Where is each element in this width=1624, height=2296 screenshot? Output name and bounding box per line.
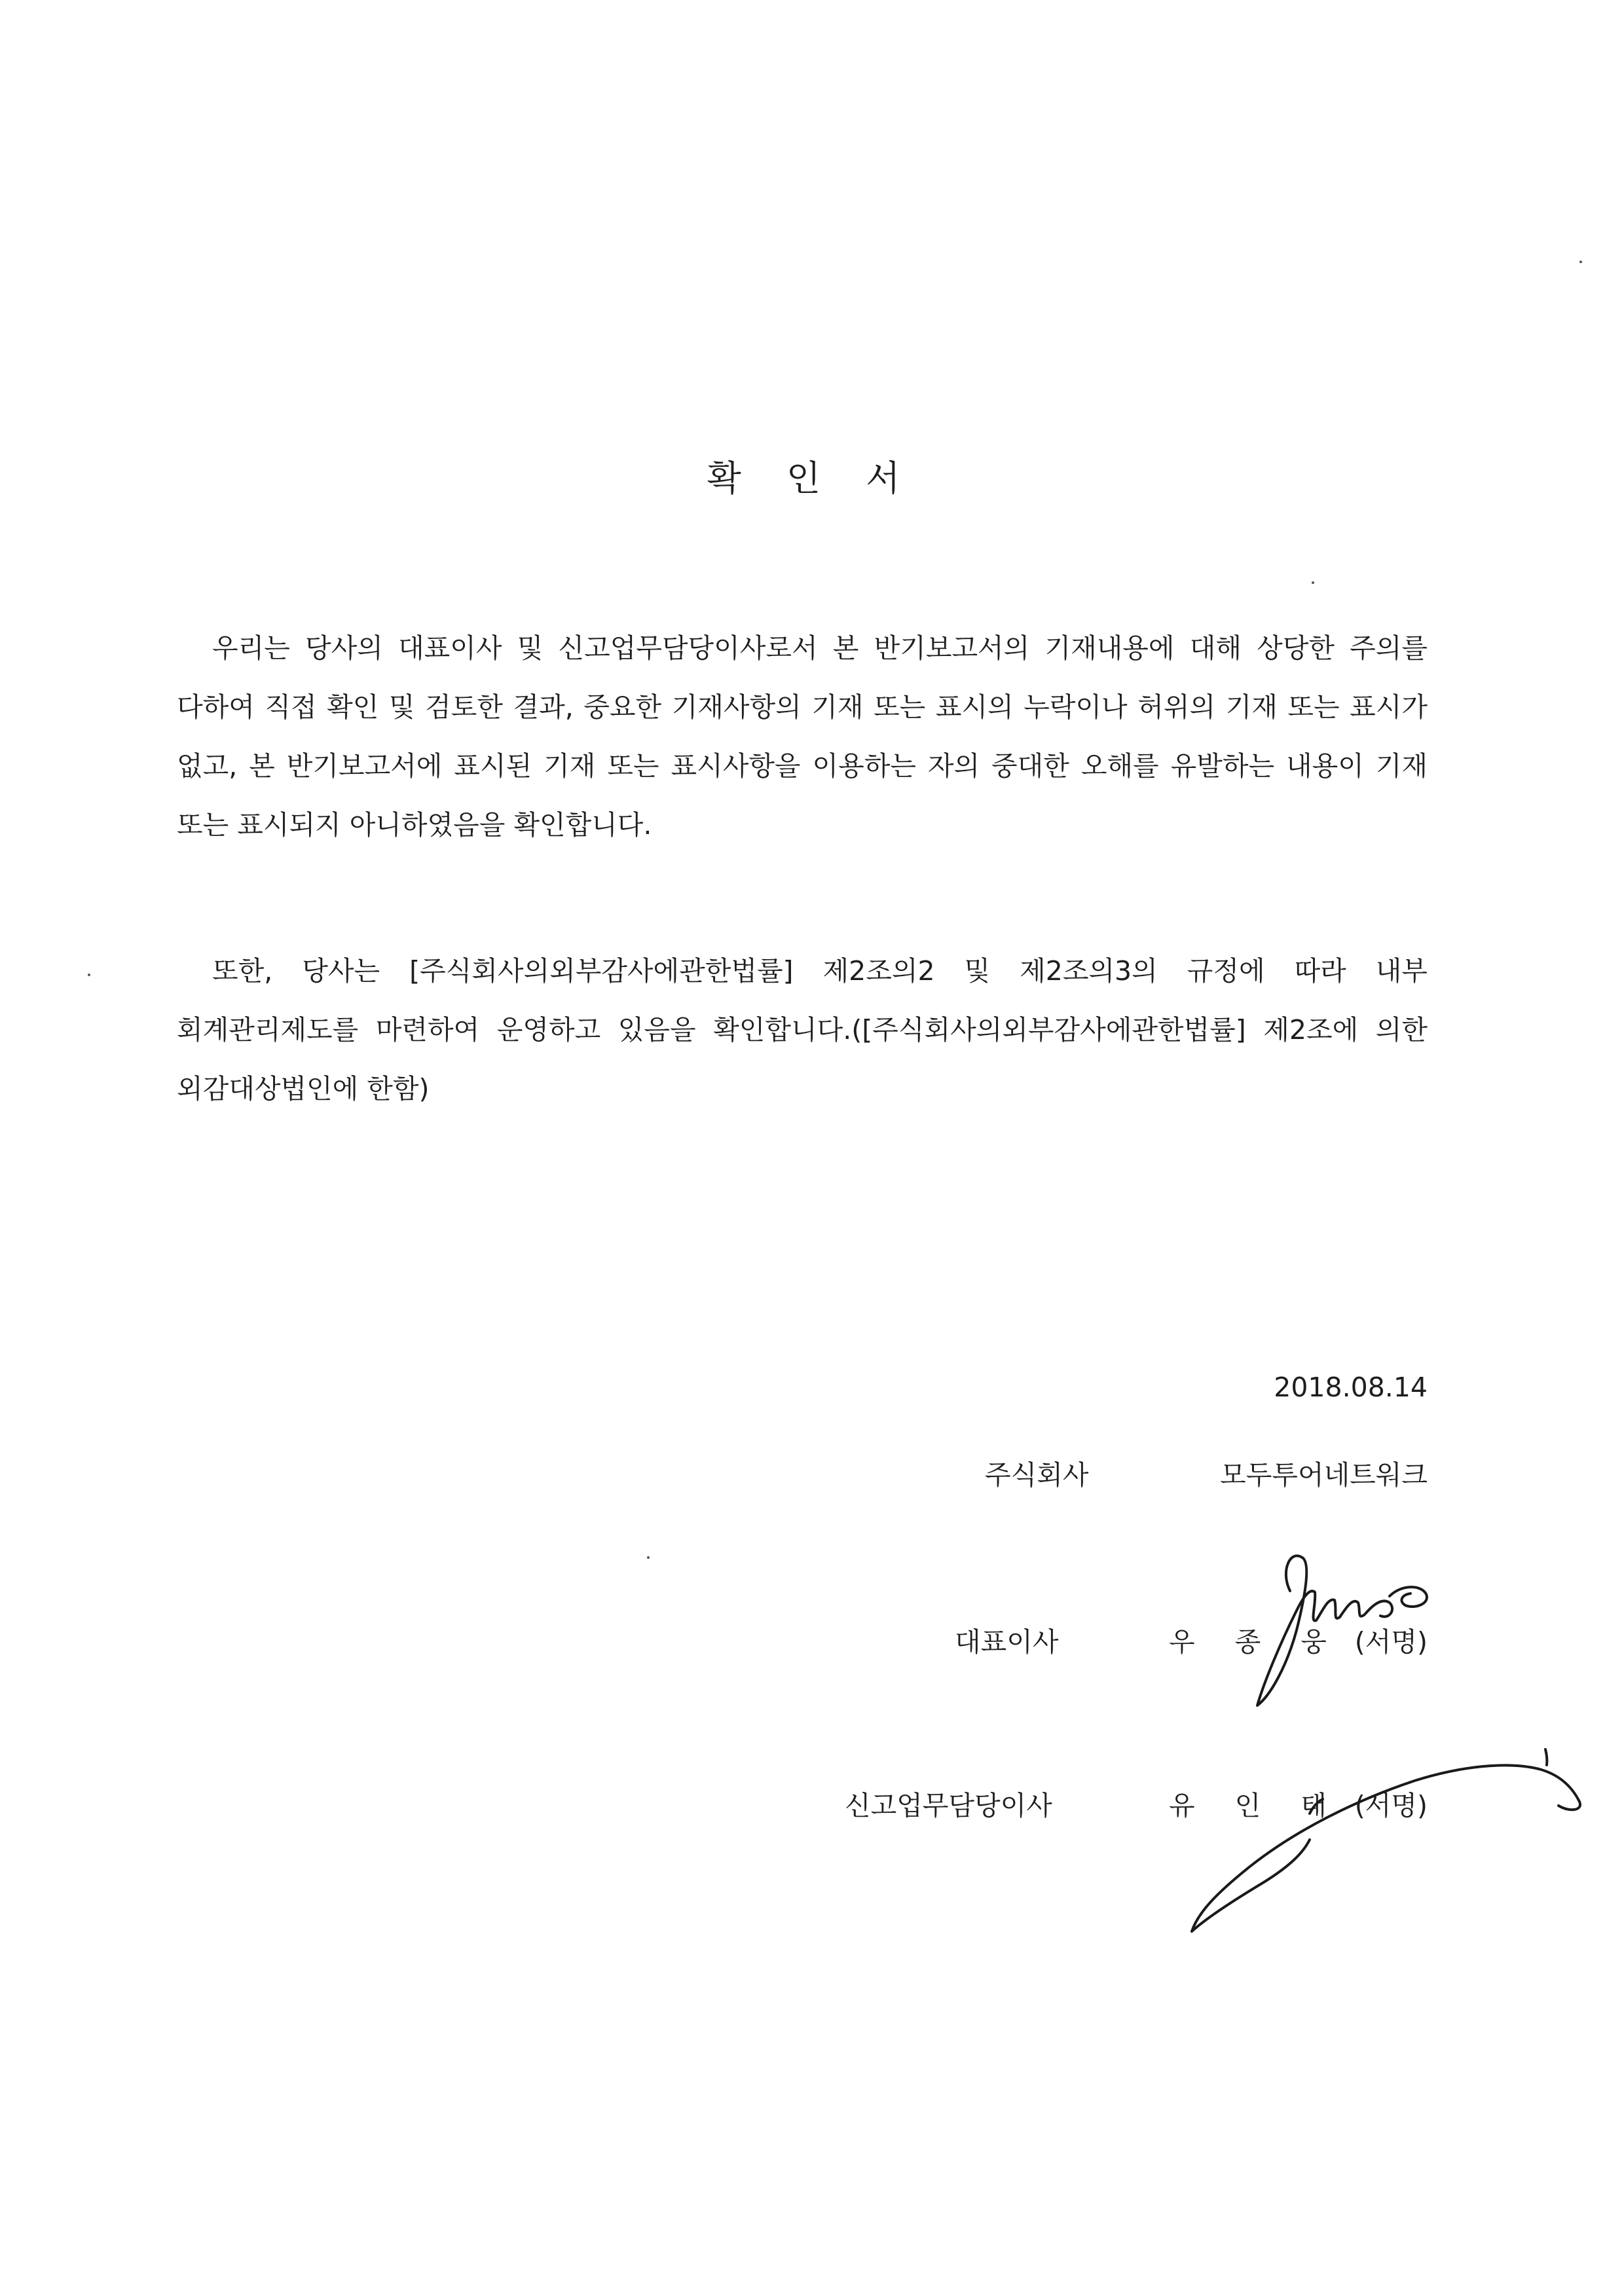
- director-handwritten-signature: [1179, 1735, 1598, 1951]
- document-date: 2018.08.14: [1274, 1372, 1428, 1403]
- scan-speck: [88, 974, 90, 976]
- ceo-signature-mark: (서명): [1354, 1626, 1428, 1658]
- disclosure-director-name: 유 인 태: [1169, 1790, 1342, 1821]
- confirmation-paragraph-1: 우리는 당사의 대표이사 및 신고업무담당이사로서 본 반기보고서의 기재내용에 대해 상당한 주의를 다하여 직접 확인 및 검토한 결과, 중요한 기재사항의 기재 또는 표시의 누락이나 허위의 기재 또는 표시가 없고, 본 반기보고서에 표시된 기재 또는 표시사항을 이용하는 자의 중대한 오해를 유발하는 내용이 기재 또는 표시되지 아니하였음을 확인합니다.: [177, 632, 1428, 841]
- company-name: 모두투어네트워크: [1220, 1459, 1428, 1491]
- scan-speck: [1579, 261, 1582, 263]
- document-title: 확 인 서: [707, 458, 917, 499]
- ceo-name: 우 종 웅: [1169, 1626, 1342, 1658]
- ceo-title-label: 대표이사: [955, 1626, 1059, 1658]
- scan-speck: [1312, 581, 1314, 584]
- company-type-label: 주식회사: [985, 1459, 1089, 1491]
- scan-speck: [647, 1556, 650, 1559]
- disclosure-director-title-label: 신고업무담당이사: [845, 1790, 1052, 1821]
- confirmation-paragraph-2: 또한, 당사는 [주식회사의외부감사에관한법률] 제2조의2 및 제2조의3의 규정에 따라 내부 회계관리제도를 마련하여 운영하고 있음을 확인합니다.([주식회사의외부감사에관한법률] 제2조에 의한 외감대상법인에 한함): [177, 955, 1428, 1104]
- director-signature-mark: (서명): [1354, 1790, 1428, 1821]
